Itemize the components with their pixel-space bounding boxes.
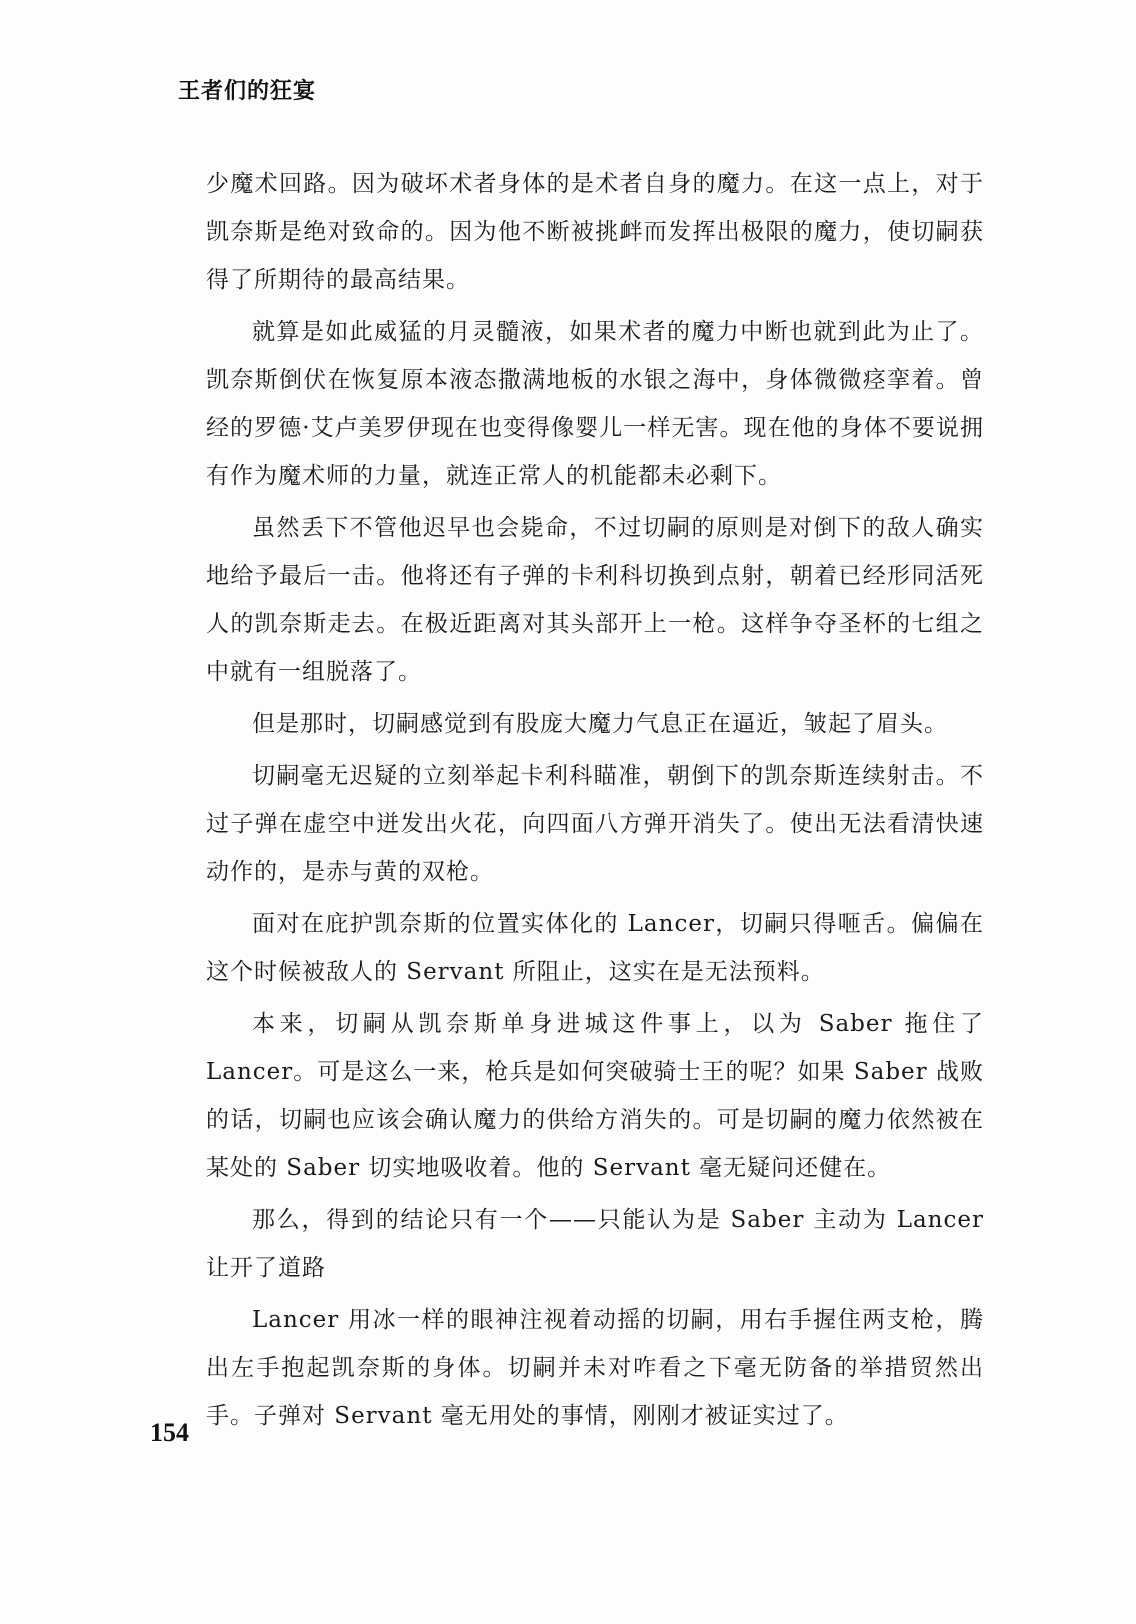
paragraph-2: 就算是如此威猛的月灵髓液，如果术者的魔力中断也就到此为止了。凯奈斯倒伏在恢复原本液态撒满地板的水银之海中，身体微微痉挛着。曾经的罗德·艾卢美罗伊现在也变得像婴儿一样无害。现在他的身体不要说拥有作为魔术师的力量，就连正常人的机能都未必剩下。: [206, 319, 984, 489]
body-text: [206, 160, 984, 1444]
paragraph-8: 那么，得到的结论只有一个——只能认为是 Saber 主动为 Lancer 让开了道路: [206, 1207, 984, 1281]
paragraph-5: 切嗣毫无迟疑的立刻举起卡利科瞄准，朝倒下的凯奈斯连续射击。不过子弹在虚空中迸发出火花，向四面八方弹开消失了。使出无法看清快速动作的，是赤与黄的双枪。: [206, 763, 984, 885]
paragraph-9: Lancer 用冰一样的眼神注视着动摇的切嗣，用右手握住两支枪，腾出左手抱起凯奈斯的身体。切嗣并未对咋看之下毫无防备的举措贸然出手。子弹对 Servant 毫无用处的事情，刚刚才被证实过了。: [206, 1307, 984, 1429]
paragraph-3: 虽然丢下不管他迟早也会毙命，不过切嗣的原则是对倒下的敌人确实地给予最后一击。他将还有子弹的卡利科切换到点射，朝着已经形同活死人的凯奈斯走去。在极近距离对其头部开上一枪。这样争夺圣杯的七组之中就有一组脱落了。: [206, 515, 984, 685]
running-header-title: 王者们的狂宴: [178, 79, 317, 104]
paragraph-7: 本来，切嗣从凯奈斯单身进城这件事上，以为 Saber 拖住了 Lancer。可是这么一来，枪兵是如何突破骑士王的呢？如果 Saber 战败的话，切嗣也应该会确认魔力的供给方消失的。可是切嗣的魔力依然被在某处的 Saber 切实地吸收着。他的 Servant 毫无疑问还健在。: [206, 1011, 984, 1181]
paragraph-1: 少魔术回路。因为破坏术者身体的是术者自身的魔力。在这一点上，对于凯奈斯是绝对致命的。因为他不断被挑衅而发挥出极限的魔力，使切嗣获得了所期待的最高结果。: [206, 171, 984, 293]
paragraph-6: 面对在庇护凯奈斯的位置实体化的 Lancer，切嗣只得咂舌。偏偏在这个时候被敌人的 Servant 所阻止，这实在是无法预料。: [206, 911, 984, 985]
page-number: 154: [150, 1418, 189, 1447]
paragraph-4: 但是那时，切嗣感觉到有股庞大魔力气息正在逼近，皱起了眉头。: [252, 711, 948, 737]
